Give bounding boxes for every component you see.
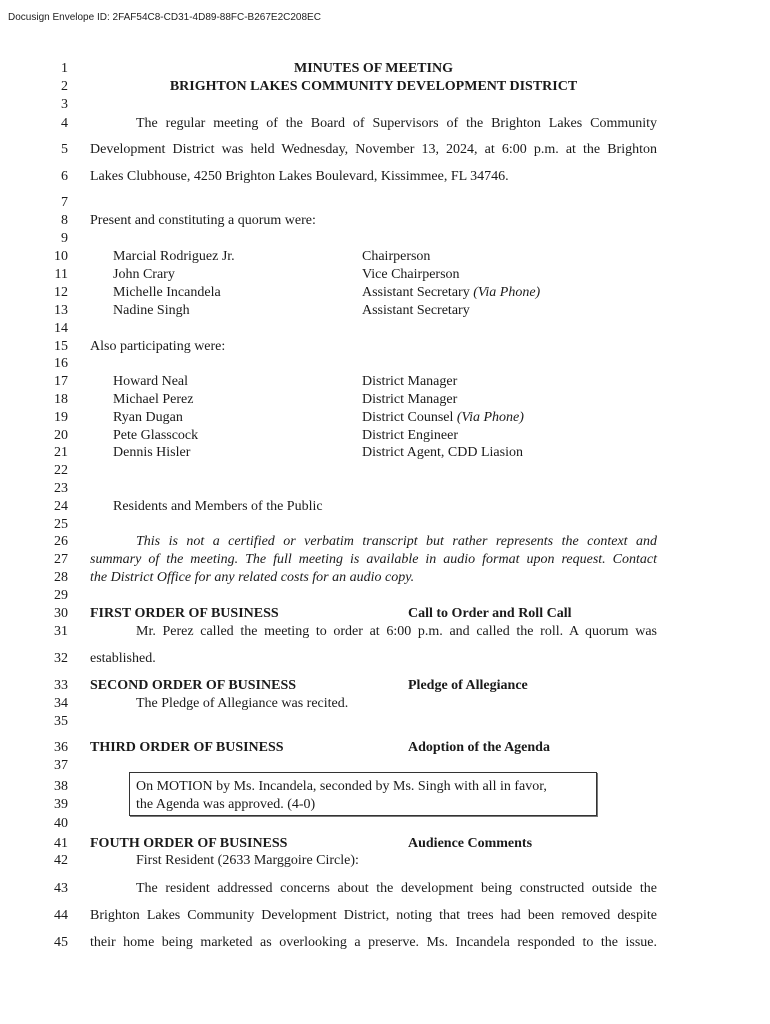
line-number: 28 bbox=[54, 570, 68, 585]
quorum-name: John Crary bbox=[113, 267, 175, 282]
line-number: 23 bbox=[54, 481, 68, 496]
quorum-name: Nadine Singh bbox=[113, 303, 190, 318]
line-number: 37 bbox=[54, 758, 68, 773]
also-role: District Engineer bbox=[362, 428, 459, 443]
resident-comment-line-43: The resident addressed concerns about the development being constructed outside the bbox=[136, 881, 657, 896]
quorum-name: Michelle Incandela bbox=[113, 285, 221, 300]
line-number: 8 bbox=[61, 213, 68, 228]
also-name: Ryan Dugan bbox=[113, 410, 183, 425]
via-phone-note: (Via Phone) bbox=[473, 285, 541, 300]
line-number: 9 bbox=[61, 231, 68, 246]
first-order-heading: FIRST ORDER OF BUSINESS bbox=[90, 606, 279, 621]
line-number: 12 bbox=[54, 285, 68, 300]
line-number: 7 bbox=[61, 195, 68, 210]
intro-line-5: Development District was held Wednesday, November 13, 2024, at 6:00 p.m. at the Brighton bbox=[90, 142, 657, 157]
line-number: 35 bbox=[54, 714, 68, 729]
second-order-heading: SECOND ORDER OF BUSINESS bbox=[90, 678, 297, 693]
also-name: Pete Glasscock bbox=[113, 428, 199, 443]
also-role: District Manager bbox=[362, 374, 458, 389]
line-number: 10 bbox=[54, 249, 68, 264]
first-order-text-cont: established. bbox=[90, 651, 156, 666]
line-number: 14 bbox=[54, 321, 68, 336]
resident-comment-line-44: Brighton Lakes Community Development District, noting that trees had been removed despite bbox=[90, 908, 657, 923]
quorum-role: Assistant Secretary (Via Phone) bbox=[362, 285, 541, 300]
line-number: 40 bbox=[54, 816, 68, 831]
line-number: 13 bbox=[54, 303, 68, 318]
line-number: 16 bbox=[54, 356, 68, 371]
motion-text-cont: the Agenda was approved. (4-0) bbox=[136, 797, 316, 812]
third-order-topic: Adoption of the Agenda bbox=[408, 740, 550, 755]
line-number: 34 bbox=[54, 696, 68, 711]
intro-line-4: The regular meeting of the Board of Supervisors of the Brighton Lakes Community bbox=[136, 116, 657, 131]
line-number: 41 bbox=[54, 836, 68, 851]
quorum-role: Vice Chairperson bbox=[362, 267, 460, 282]
resident-comment-line-45: their home being marketed as overlooking a preserve. Ms. Incandela responded to the issue. bbox=[90, 935, 657, 950]
residents-line: Residents and Members of the Public bbox=[113, 499, 323, 514]
disclaimer-line-27: summary of the meeting. The full meeting is available in audio format upon request. Contact bbox=[90, 552, 657, 567]
document-subtitle: BRIGHTON LAKES COMMUNITY DEVELOPMENT DISTRICT bbox=[169, 79, 578, 94]
line-number: 11 bbox=[54, 267, 68, 282]
also-role: District Counsel (Via Phone) bbox=[362, 410, 524, 425]
line-number: 45 bbox=[54, 935, 68, 950]
line-number: 5 bbox=[61, 142, 68, 157]
line-number: 21 bbox=[54, 445, 68, 460]
also-name: Dennis Hisler bbox=[113, 445, 191, 460]
via-phone-note: (Via Phone) bbox=[456, 410, 524, 425]
line-number: 32 bbox=[54, 651, 68, 666]
line-number: 31 bbox=[54, 624, 68, 639]
line-number: 39 bbox=[54, 797, 68, 812]
quorum-name: Marcial Rodriguez Jr. bbox=[113, 249, 235, 264]
also-role: District Manager bbox=[362, 392, 458, 407]
disclaimer-line-28: the District Office for any related costs for an audio copy. bbox=[90, 570, 415, 585]
third-order-heading: THIRD ORDER OF BUSINESS bbox=[90, 740, 284, 755]
motion-text: On MOTION by Ms. Incandela, seconded by Ms. Singh with all in favor, bbox=[136, 779, 547, 794]
line-number: 6 bbox=[61, 169, 68, 184]
line-number: 22 bbox=[54, 463, 68, 478]
also-role: District Agent, CDD Liasion bbox=[362, 445, 523, 460]
line-number: 17 bbox=[54, 374, 68, 389]
line-number: 43 bbox=[54, 881, 68, 896]
intro-line-6: Lakes Clubhouse, 4250 Brighton Lakes Boulevard, Kissimmee, FL 34746. bbox=[90, 169, 509, 184]
first-order-text: Mr. Perez called the meeting to order at 6:00 p.m. and called the roll. A quorum was bbox=[136, 624, 657, 639]
document-title: MINUTES OF MEETING bbox=[294, 61, 453, 76]
second-order-topic: Pledge of Allegiance bbox=[408, 678, 528, 693]
line-number: 2 bbox=[61, 79, 68, 94]
quorum-role: Assistant Secretary bbox=[362, 303, 470, 318]
second-order-text: The Pledge of Allegiance was recited. bbox=[136, 696, 349, 711]
line-number: 4 bbox=[61, 116, 68, 131]
line-number: 33 bbox=[54, 678, 68, 693]
line-number: 42 bbox=[54, 853, 68, 868]
first-order-topic: Call to Order and Roll Call bbox=[408, 606, 572, 621]
also-name: Howard Neal bbox=[113, 374, 189, 389]
line-number: 36 bbox=[54, 740, 68, 755]
line-number: 44 bbox=[54, 908, 68, 923]
line-number: 15 bbox=[54, 339, 68, 354]
line-number: 38 bbox=[54, 779, 68, 794]
quorum-heading: Present and constituting a quorum were: bbox=[90, 213, 316, 228]
fourth-order-heading: FOUTH ORDER OF BUSINESS bbox=[90, 836, 288, 851]
line-number: 30 bbox=[54, 606, 68, 621]
line-number: 18 bbox=[54, 392, 68, 407]
line-number: 25 bbox=[54, 517, 68, 532]
line-number: 20 bbox=[54, 428, 68, 443]
also-heading: Also participating were: bbox=[90, 339, 226, 354]
also-name: Michael Perez bbox=[113, 392, 194, 407]
line-number: 3 bbox=[61, 97, 68, 112]
quorum-role: Chairperson bbox=[362, 249, 431, 264]
line-number: 29 bbox=[54, 588, 68, 603]
line-number: 27 bbox=[54, 552, 68, 567]
disclaimer-line-26: This is not a certified or verbatim transcript but rather represents the context and bbox=[136, 534, 657, 549]
line-number: 26 bbox=[54, 534, 68, 549]
fourth-order-topic: Audience Comments bbox=[408, 836, 533, 851]
envelope-id: Docusign Envelope ID: 2FAF54C8-CD31-4D89-88FC-B267E2C208EC bbox=[8, 12, 321, 23]
resident-label: First Resident (2633 Marggoire Circle): bbox=[136, 853, 359, 868]
line-number: 24 bbox=[54, 499, 68, 514]
line-number: 1 bbox=[61, 61, 68, 76]
line-number: 19 bbox=[54, 410, 68, 425]
